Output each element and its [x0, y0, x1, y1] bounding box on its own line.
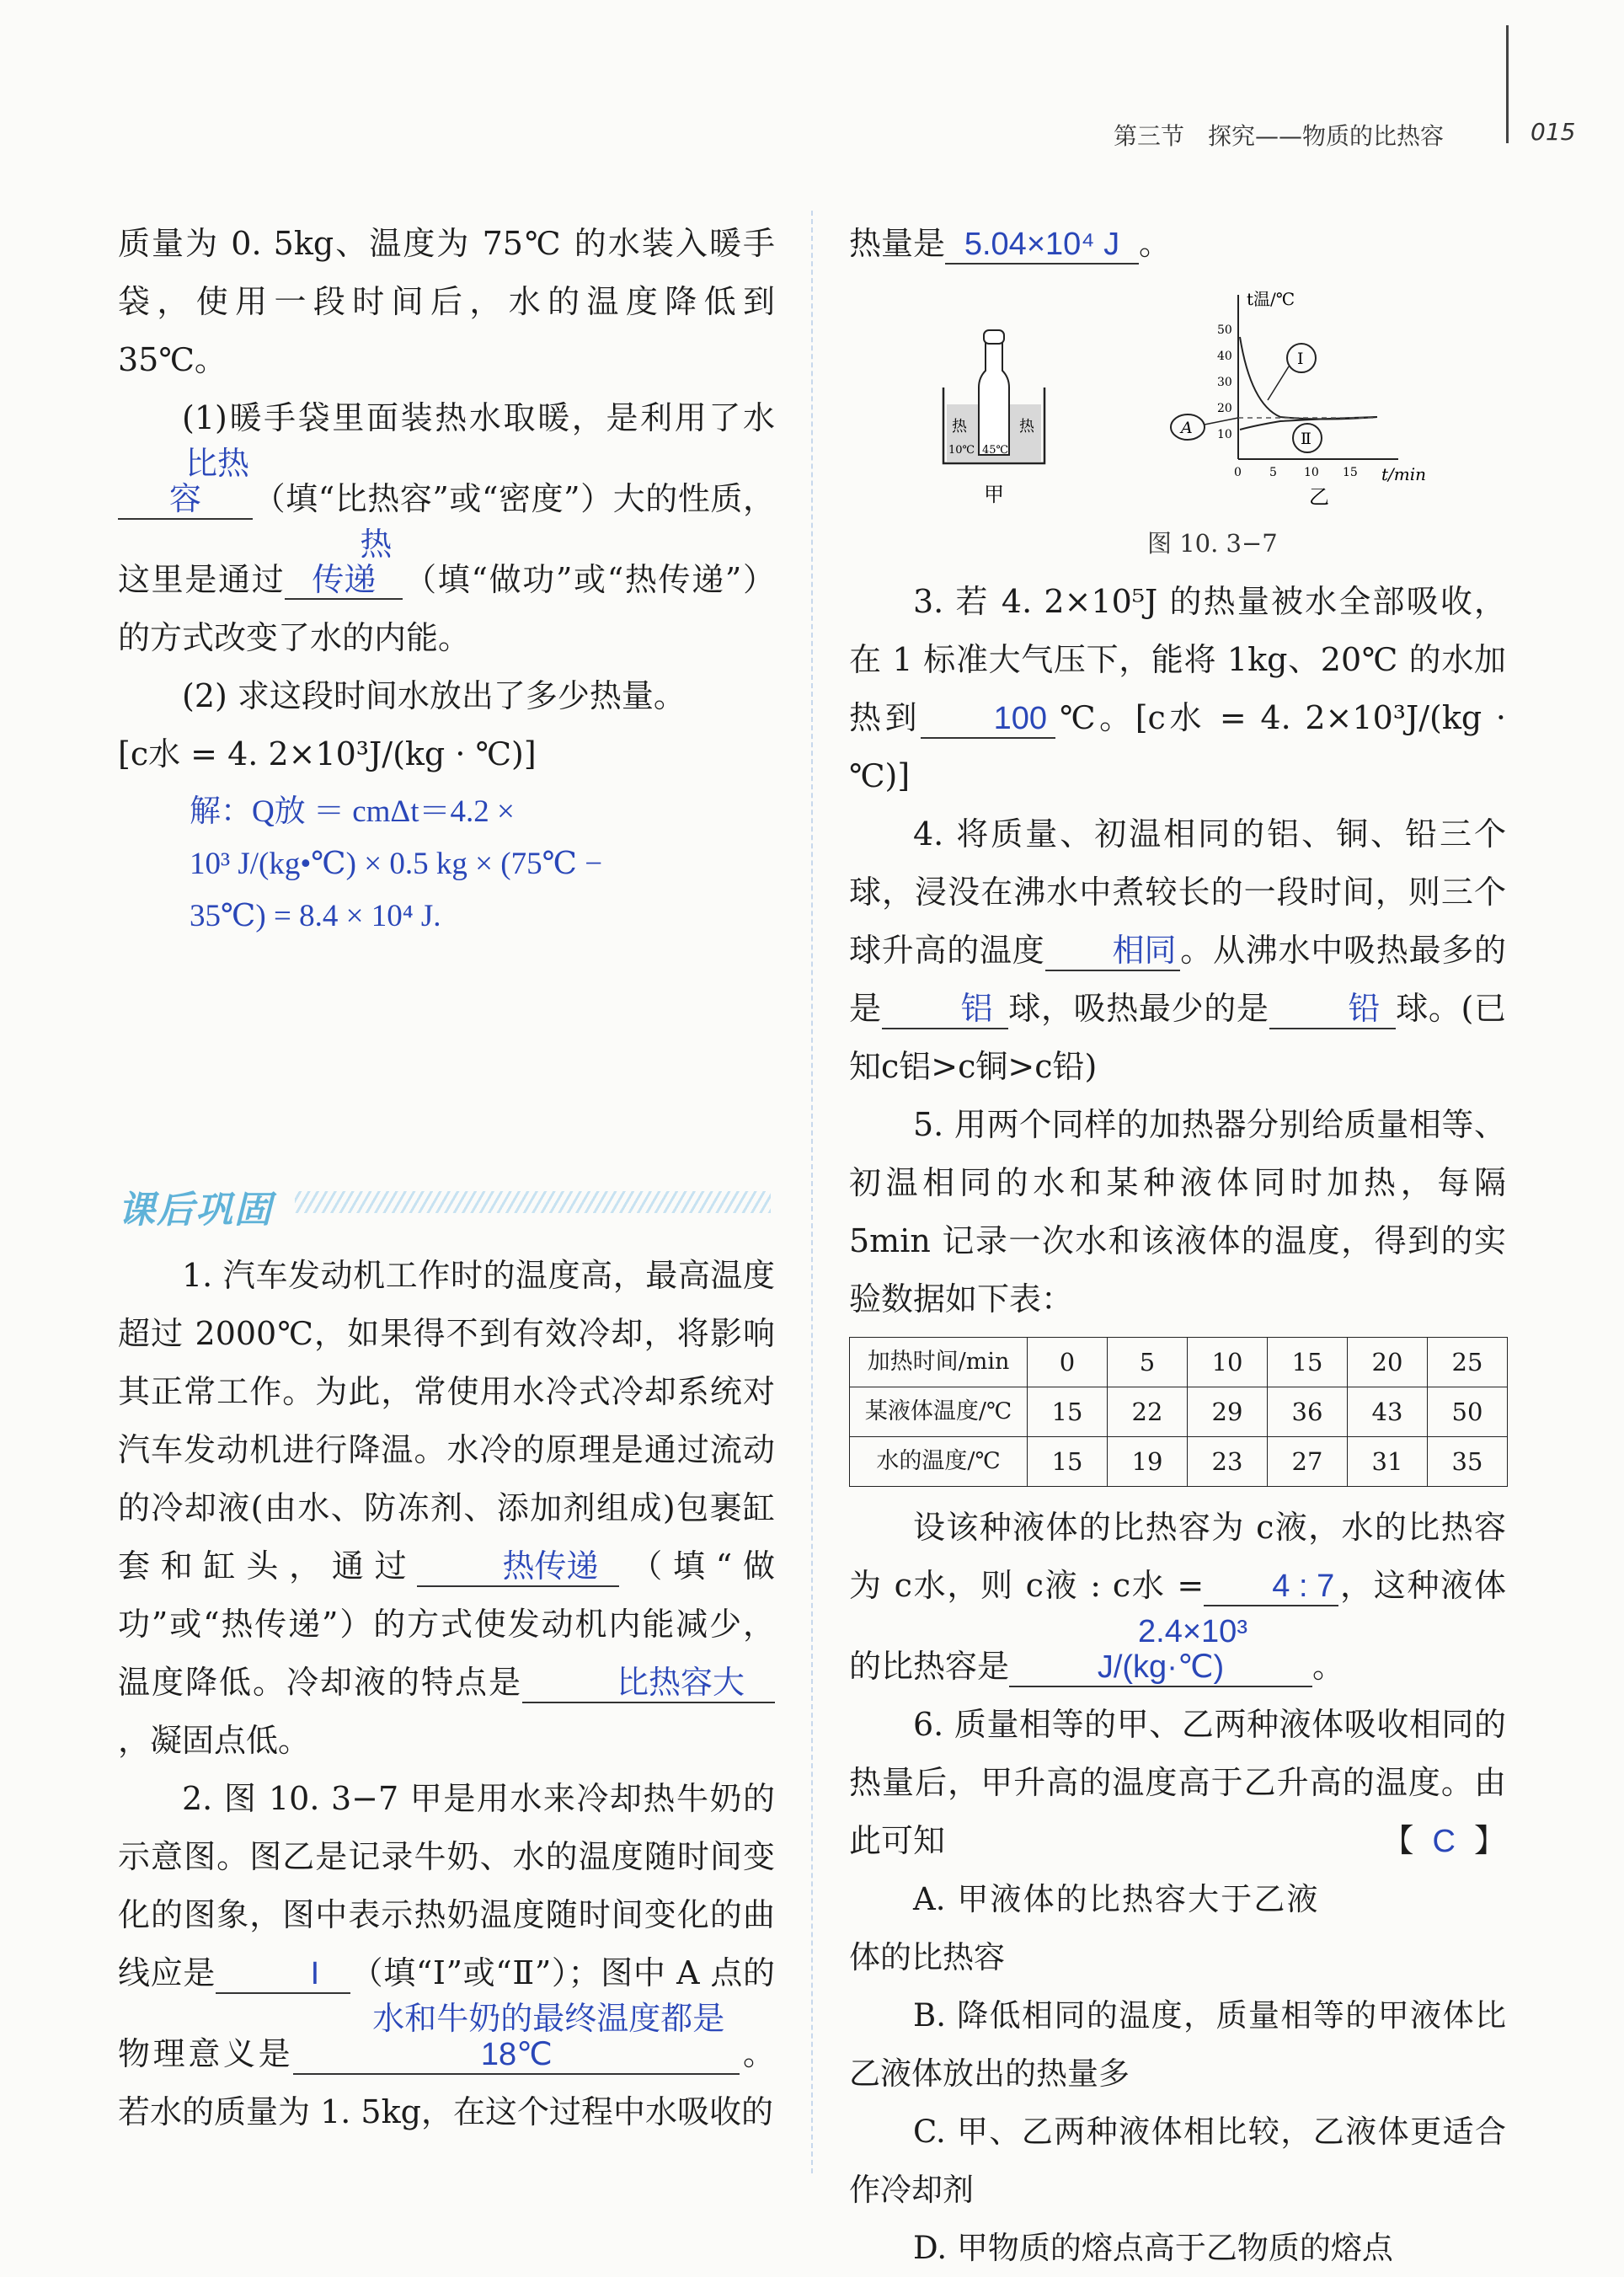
table-cell: 22: [1108, 1387, 1188, 1437]
table-cell: 15: [1268, 1338, 1348, 1387]
table-cell: 15: [1028, 1387, 1108, 1437]
x-axis-label: t/min: [1381, 464, 1427, 484]
y-tick: 40: [1217, 350, 1232, 363]
y-tick: 10: [1217, 428, 1232, 441]
question-part-1: (1)暖手袋里面装热水取暖，是利用了水比热容 （填“比热容”或“密度”）大的性质，这里是通过热传递 （填“做功”或“热传递”）的方式改变了水的内能。: [118, 399, 775, 656]
curve-II-label: Ⅱ: [1301, 430, 1311, 448]
table-row: [850, 1338, 1508, 1387]
curve-I-label: Ⅰ: [1297, 350, 1304, 368]
x-tick: 0: [1234, 466, 1242, 479]
answer-blank: 相同: [1045, 934, 1180, 971]
curve-I: [1240, 337, 1377, 420]
answer-blank: 铅: [1269, 992, 1396, 1029]
answer-blank: 热传递: [285, 528, 403, 601]
table-cell: 19: [1108, 1437, 1188, 1487]
table-cell: 23: [1188, 1437, 1268, 1487]
solution-line: 10³ J/(kg•℃) × 0.5 kg × (75℃ −: [190, 846, 603, 881]
section-title: 第三节 探究——物质的比热容: [1114, 122, 1445, 150]
figure-jia-beaker: [943, 330, 1044, 506]
table-row: [850, 1437, 1508, 1487]
point-a-label: A: [1181, 419, 1193, 437]
table-cell: 10: [1188, 1338, 1268, 1387]
table-cell: 某液体温度/℃: [850, 1387, 1028, 1437]
figure-caption: 图 10. 3−7: [1147, 529, 1278, 558]
leader-line: [1268, 366, 1289, 400]
exercise-5-answer: 设该种液体的比热容为 c液，水的比热容为 c水，则 c液 : c水 = 4 : 7 ，这种液体的比热容是2.4×10³ J/(kg·℃) 。: [849, 1499, 1506, 1696]
heading-stripe: [295, 1191, 771, 1213]
option-b: B. 降低相同的温度，质量相等的甲液体比乙液体放出的热量多: [849, 1996, 1506, 2092]
y-tick: 30: [1217, 376, 1232, 389]
left-column: [118, 215, 775, 940]
table-cell: 25: [1428, 1338, 1508, 1387]
question-part-2: (2) 求这段时间水放出了多少热量。: [182, 676, 686, 714]
table-cell: 29: [1188, 1387, 1268, 1437]
y-axis-label: t温/℃: [1247, 289, 1295, 309]
table-cell: 20: [1348, 1338, 1428, 1387]
solution-line: 35℃) = 8.4 × 10⁴ J.: [190, 898, 441, 933]
page-number: 015: [1531, 118, 1576, 146]
figure-yi-graph: [1171, 289, 1426, 509]
x-tick: 15: [1343, 466, 1358, 479]
x-tick: 10: [1304, 466, 1319, 479]
column-divider: [811, 211, 813, 2173]
data-table: [849, 1337, 1508, 1487]
table-cell: 31: [1348, 1437, 1428, 1487]
exercise-5: 5. 用两个同样的加热器分别给质量相等、初温相同的水和某种液体同时加热，每隔 5min 记录一次水和该液体的温度，得到的实验数据如下表：: [849, 1106, 1506, 1318]
option-c: C. 甲、乙两种液体相比较，乙液体更适合作冷却剂: [849, 2113, 1506, 2208]
figure-label-yi: 乙: [1309, 485, 1329, 509]
table-cell: 0: [1028, 1338, 1108, 1387]
answer-blank: 热传递: [417, 1550, 619, 1587]
right-exercises: [849, 573, 1506, 2277]
formula: [c水 = 4. 2×10³J/(kg · ℃)]: [118, 735, 537, 772]
y-tick: 20: [1217, 402, 1232, 415]
answer-bracket: 【 C 】: [1381, 1821, 1506, 1859]
left-exercises: [118, 1247, 775, 2141]
exercise-4: 4. 将质量、初温相同的铝、铜、铅三个球，浸没在沸水中煮较长的一段时间，则三个球升高的温度 相同 。从沸水中吸热最多的是 铝 球，吸热最少的是 铅 球。(已知c铝>c铜>c铅): [849, 815, 1506, 1085]
solution-line: 解：Q放 ＝ cmΔt＝4.2 ×: [190, 794, 515, 829]
table-cell: 27: [1268, 1437, 1348, 1487]
y-tick: 50: [1217, 323, 1232, 337]
leader-line: [1205, 418, 1238, 425]
figure-10-3-7: [927, 286, 1499, 522]
question-intro: 质量为 0. 5kg、温度为 75℃ 的水装入暖手袋，使用一段时间后，水的温度降低到 35℃。: [118, 225, 775, 378]
table-cell: 36: [1268, 1387, 1348, 1437]
water-temp: 10℃: [948, 444, 975, 457]
answer-blank: 100: [921, 702, 1055, 739]
exercise-2: 2. 图 10. 3−7 甲是用水来冷却热牛奶的示意图。图乙是记录牛奶、水的温度随时间变化的图象，图中表示热奶温度随时间变化的曲线应是 I （填“Ⅰ”或“Ⅱ”）；图中 A 点的物理意义是水和牛奶的最终温度都是18℃ 。若水的质量为 1. 5kg，在这个过程中水吸收的: [118, 1780, 775, 2130]
figure-label-jia: 甲: [984, 483, 1004, 506]
answer-blank: 2.4×10³ J/(kg·℃): [1009, 1615, 1312, 1687]
x-tick: 5: [1269, 466, 1277, 479]
table-cell: 加热时间/min: [850, 1338, 1028, 1387]
section-heading: 课后巩固: [118, 1189, 273, 1232]
answer-blank: I: [216, 1957, 350, 1994]
answer-blank: 比热容大: [522, 1666, 775, 1703]
exercise-3: 3. 若 4. 2×10⁵J 的热量被水全部吸收，在 1 标准大气压下，能将 1kg、20℃ 的水加热到 100 ℃。[c水 = 4. 2×10³J/(kg · ℃)]: [849, 583, 1506, 794]
exercise-1: 1. 汽车发动机工作时的温度高，最高温度超过 2000℃，如果得不到有效冷却，将影响其正常工作。为此，常使用水冷式冷却系统对汽车发动机进行降温。水冷的原理是通过流动的冷却液(由水、防冻剂、添加剂组成)包裹缸套和缸头，通过 热传递 （填“做功”或“热传递”）的方式使发动机内能减少，温度降低。冷却液的特点是 比热容大，凝固点低。: [118, 1257, 775, 1759]
table-cell: 5: [1108, 1338, 1188, 1387]
answer-blank: 铝: [882, 992, 1008, 1029]
section-heading-row: [118, 1179, 775, 1232]
option-a: A. 甲液体的比热容大于乙液体的比热容: [849, 1880, 1318, 1975]
heat-label: 热: [1019, 418, 1034, 436]
right-column: [849, 215, 1506, 273]
table-cell: 43: [1348, 1387, 1428, 1437]
table-cell: 水的温度/℃: [850, 1437, 1028, 1487]
answer-blank: 4 : 7: [1204, 1569, 1338, 1606]
answer-blank: 比热容: [118, 447, 253, 520]
exercise-6: 6. 质量相等的甲、乙两种液体吸收相同的热量后，甲升高的温度高于乙升高的温度。由此可知 【 C 】: [849, 1696, 1506, 1870]
exercise-2-continued: 热量是 5.04×10⁴ J 。: [849, 215, 1506, 273]
table-row: [850, 1387, 1508, 1437]
option-d: D. 甲物质的熔点高于乙物质的熔点: [913, 2229, 1393, 2266]
answer-blank: 5.04×10⁴ J: [945, 227, 1139, 265]
milk-temp: 45℃: [982, 444, 1009, 457]
table-cell: 50: [1428, 1387, 1508, 1437]
answer-blank: 水和牛奶的最终温度都是18℃: [293, 2002, 740, 2075]
answer-choice: C: [1432, 1823, 1456, 1859]
table-cell: 15: [1028, 1437, 1108, 1487]
table-cell: 35: [1428, 1437, 1508, 1487]
heat-label: 热: [952, 418, 967, 436]
header-rule: [1506, 25, 1509, 143]
